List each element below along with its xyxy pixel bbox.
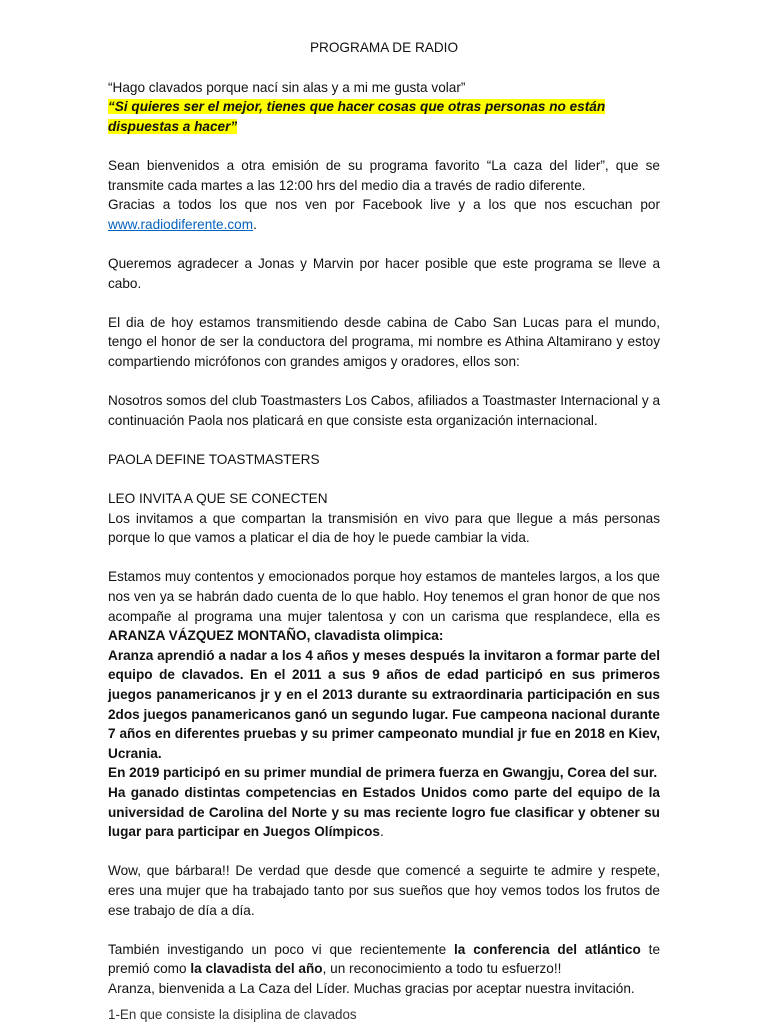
intro-text: Estamos muy contentos y emocionados porque hoy estamos de manteles largos, a los que nos ven ya se habrán dado cuenta de lo que hablo. Hoy tenemos el gran honor de que nos acompañe al programa una mujer talentosa y con un carisma que resplandece, ella es <box>108 569 660 624</box>
question-1: 1-En que consiste la disiplina de clavados <box>108 1006 357 1022</box>
facebook-text: Gracias a todos los que nos ven por Facebook live y a los que nos escuchan por <box>108 197 660 213</box>
document-page <box>108 38 660 1024</box>
wow-paragraph: Wow, que bárbara!! De verdad que desde que comencé a seguirte te admire y respete, eres una mujer que ha trabajado tanto por sus sueños que hoy vemos todos los frutos de ese trabajo de día a día. <box>108 863 660 918</box>
bio-paragraph-3 <box>108 783 660 842</box>
intro-paragraph <box>108 567 660 645</box>
quote-1: “Hago clavados porque nací sin alas y a mi me gusta volar” <box>108 79 466 95</box>
paola-heading: PAOLA DEFINE TOASTMASTERS <box>108 451 320 467</box>
radio-link[interactable]: www.radiodiferente.com <box>108 216 254 232</box>
page-title: PROGRAMA DE RADIO <box>309 40 459 55</box>
today-paragraph: El dia de hoy estamos transmitiendo desde cabina de Cabo San Lucas para el mundo, tengo el honor de ser la conductora del programa, mi nombre es Athina Altamirano y estoy compartiendo micrófonos con grandes amigos y oradores, ellos son: <box>108 314 660 369</box>
conference-name: la conferencia del atlántico <box>454 941 641 957</box>
guest-name: ARANZA VÁZQUEZ MONTAÑO, clavadista olimpica: <box>108 628 444 644</box>
facebook-paragraph <box>108 195 660 234</box>
bio-text-3: Ha ganado distintas competencias en Estados Unidos como parte del equipo de la universidad de Carolina del Norte y su mas reciente logro fue clasificar y obtener su lugar para participar en Juegos Olímpicos <box>108 784 660 840</box>
invite-paragraph: Los invitamos a que compartan la transmisión en vivo para que llegue a más personas porque lo que vamos a platicar el dia de hoy le puede cambiar la vida. <box>108 510 660 546</box>
quote-2 <box>108 97 660 136</box>
award-text-1: También investigando un poco vi que recientemente <box>108 941 455 957</box>
award-text-3: , un reconocimiento a todo tu esfuerzo!! <box>322 961 562 977</box>
welcome-paragraph: Sean bienvenidos a otra emisión de su programa favorito “La caza del lider”, que se transmite cada martes a las 12:00 hrs del medio dia a través de radio diferente. <box>108 157 660 193</box>
bio-text-2: En 2019 participó en su primer mundial de primera fuerza en Gwangju, Corea del sur. <box>108 765 658 781</box>
award-title: la clavadista del año <box>190 961 323 977</box>
bio-paragraph-1 <box>108 646 660 764</box>
award-paragraph <box>108 940 660 979</box>
period: . <box>379 824 384 840</box>
leo-heading: LEO INVITA A QUE SE CONECTEN <box>108 491 328 507</box>
bio-text-1: Aranza aprendió a nadar a los 4 años y meses después la invitaron a formar parte del equipo de clavados. En el 2011 a sus 9 años de edad participó en sus primeros juegos panamericanos jr y en el 2013 durante su extraordinaria participación en sus 2dos juegos panamericanos ganó un segundo lugar. Fue campeona nacional durante 7 años en diferentes pruebas y su primer campeonato mundial jr fue en 2018 en Kiev, Ucrania. <box>108 647 660 761</box>
highlighted-quote: “Si quieres ser el mejor, tienes que hacer cosas que otras personas no están dispuestas a hacer” <box>108 99 606 134</box>
award-text-2: te premió como <box>108 941 660 977</box>
welcome-guest-paragraph: Aranza, bienvenida a La Caza del Líder. Muchas gracias por aceptar nuestra invitación. <box>108 980 635 996</box>
thanks-paragraph: Queremos agradecer a Jonas y Marvin por hacer posible que este programa se lleve a cabo. <box>108 255 660 291</box>
period: . <box>253 216 257 232</box>
club-paragraph: Nosotros somos del club Toastmasters Los Cabos, afiliados a Toastmaster Internacional y a continuación Paola nos platicará en que consiste esta organización internacional. <box>108 393 660 428</box>
bio-paragraph-2 <box>108 763 660 783</box>
